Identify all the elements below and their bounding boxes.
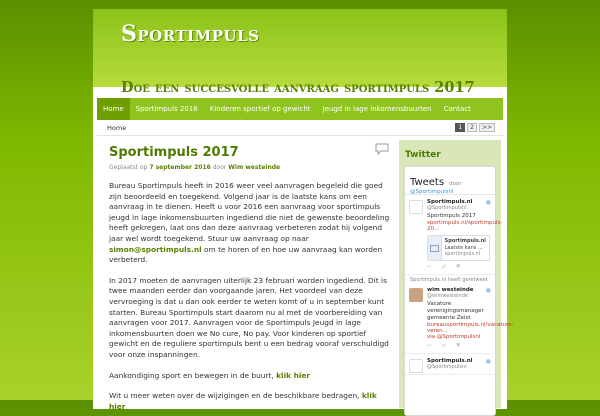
- avatar[interactable]: [409, 200, 423, 214]
- page-2-button[interactable]: 2: [467, 123, 477, 132]
- post-meta: [109, 164, 391, 171]
- breadcrumb[interactable]: Home: [107, 124, 127, 132]
- pager: [455, 123, 495, 132]
- post-paragraph-3: [109, 371, 391, 382]
- post-paragraph-1: [109, 181, 391, 266]
- tweet-link[interactable]: sportimpuls.nl/sportimpuls-20...: [427, 220, 503, 232]
- tweets-heading: Tweets: [410, 177, 445, 188]
- p4-text: Wit u meer weten over de wijzigingen en de beschikbare bedragen,: [109, 391, 360, 401]
- twitter-handle[interactable]: @Sportimpulsnl: [410, 189, 454, 195]
- tweet[interactable]: [405, 195, 503, 275]
- tweet[interactable]: [405, 283, 514, 354]
- twitter-widget-header: [405, 167, 495, 195]
- tweet-actions[interactable]: ↩ ⇄ ♥: [427, 343, 465, 349]
- meta-by: door: [212, 164, 227, 171]
- image-placeholder-icon: [428, 236, 442, 260]
- meta-prefix: Geplaatst op: [109, 164, 148, 171]
- tweet-mention[interactable]: via @Sportimpulsnl: [427, 334, 481, 340]
- wijzigingen-link[interactable]: klik hier: [109, 391, 377, 411]
- avatar[interactable]: [409, 359, 423, 373]
- retweet-label: Sportimpuls.nl heeft geretweet: [410, 277, 488, 283]
- tweet-author-name[interactable]: wim westeinde: [427, 287, 474, 293]
- post-paragraph-2: In 2017 moeten de aanvragen uiterlijk 23 februari worden ingediend. Dit is twee maanden eerder dan voorgaande jaren. Het voordeel van deze vervroeging is dat u dan ook eerder te weten komt of u in september kunt starten. Bureau Sportimpuls start daarom nu al met de voorbereiding van aanvragen voor 2017. Aanvragen voor de Sportimpuls Jeugd in lage inkomensbuurten doen we No cure, No pay. Voor kinderen op sportief gewicht en de reguliere sportimpuls bent u een bedrag vooraf verschuldigd voor onze inspanningen.: [109, 275, 389, 359]
- breadcrumb-bar: [97, 120, 503, 136]
- nav-item-home[interactable]: Home: [97, 98, 130, 120]
- nav-item-sportimpuls-2016[interactable]: Sportimpuls 2016: [135, 105, 198, 113]
- post-author[interactable]: Wim westeinde: [228, 164, 281, 171]
- header-banner: [93, 9, 507, 87]
- tweet-author-name[interactable]: Sportimpuls.nl: [427, 199, 473, 205]
- nav-item-kinderen-sportief[interactable]: Kinderen sportief op gewicht: [209, 105, 311, 113]
- next-page-button[interactable]: >>: [479, 123, 495, 132]
- aankondiging-link[interactable]: klik hier: [276, 370, 311, 380]
- post-title[interactable]: Sportimpuls 2017: [109, 145, 239, 160]
- card-title: Sportimpuls.nl: [444, 238, 486, 244]
- twitter-bird-icon: ●: [485, 358, 491, 365]
- tweet-author-name[interactable]: Sportimpuls.nl: [427, 358, 473, 364]
- card-domain: sportimpuls.nl: [444, 251, 481, 257]
- banner-title: Doe een succesvolle aanvraag sportimpuls 2017: [121, 79, 475, 96]
- tweet-author-handle: @Sportimpulsnl: [427, 205, 467, 211]
- post: [109, 145, 391, 412]
- tweet-author-handle: @Sportimpulsnl: [427, 364, 467, 370]
- tweet[interactable]: [405, 354, 495, 375]
- sidebar: [399, 140, 514, 408]
- site-logo[interactable]: Sportimpuls: [121, 21, 260, 47]
- card-desc: Laatste kans ...: [444, 244, 483, 251]
- twitter-widget: [404, 166, 514, 416]
- post-paragraph-4: [109, 391, 391, 412]
- tweets-door: door: [449, 181, 462, 187]
- page-1-button[interactable]: 1: [455, 123, 465, 132]
- email-link[interactable]: simon@sportimpuls.nl: [109, 244, 202, 254]
- tweet-text: Sportimpuls 2017: [427, 213, 476, 219]
- twitter-bird-icon: ●: [485, 287, 491, 294]
- post-date[interactable]: 7 september 2016: [149, 164, 211, 171]
- comment-icon[interactable]: [375, 143, 389, 155]
- avatar[interactable]: [409, 288, 423, 302]
- tweet-text: Vacature verenigingsmanager gemeente Zeist: [427, 301, 484, 321]
- tweet-card[interactable]: [427, 235, 490, 261]
- p1-end: om te horen of en hoe uw aanvraag kan worden verbeterd.: [109, 244, 383, 265]
- p1-text: Bureau Sportimpuls heeft in 2016 weer veel aanvragen begeleid die goed zijn beoordeeld en toegekend. Volgend jaar is de laatste kans om een aanvraag in te dienen. Heeft u voor 2016 een aanvraag voor sportimpuls jeugd in lage inkomensbuurten ingediend die niet de gewenste beoordeling heeft gekregen, laat ons dan deze aanvraag verbeteren zodat hij volgend jaar wel wordt toegekend. Stuur uw aanvraag op naar: [109, 181, 390, 243]
- nav-item-contact[interactable]: Contact: [443, 105, 471, 113]
- p3-text: Aankondiging sport en bewegen in de buurt,: [109, 370, 274, 380]
- tweet-actions[interactable]: ↩ ⇄ ♥: [427, 264, 465, 270]
- nav-item-jeugd-lage-inkomens[interactable]: Jeugd in lage inkomensbuurten: [322, 105, 432, 113]
- twitter-bird-icon: ●: [485, 199, 491, 206]
- tweet-author-handle: @wimwesteinde: [427, 293, 468, 299]
- sidebar-title: Twitter: [405, 150, 441, 160]
- card-text: [442, 236, 489, 260]
- tweet-link[interactable]: bureausportimpuls.nl/vacature-veren...: [427, 322, 514, 334]
- main-nav: [97, 98, 503, 120]
